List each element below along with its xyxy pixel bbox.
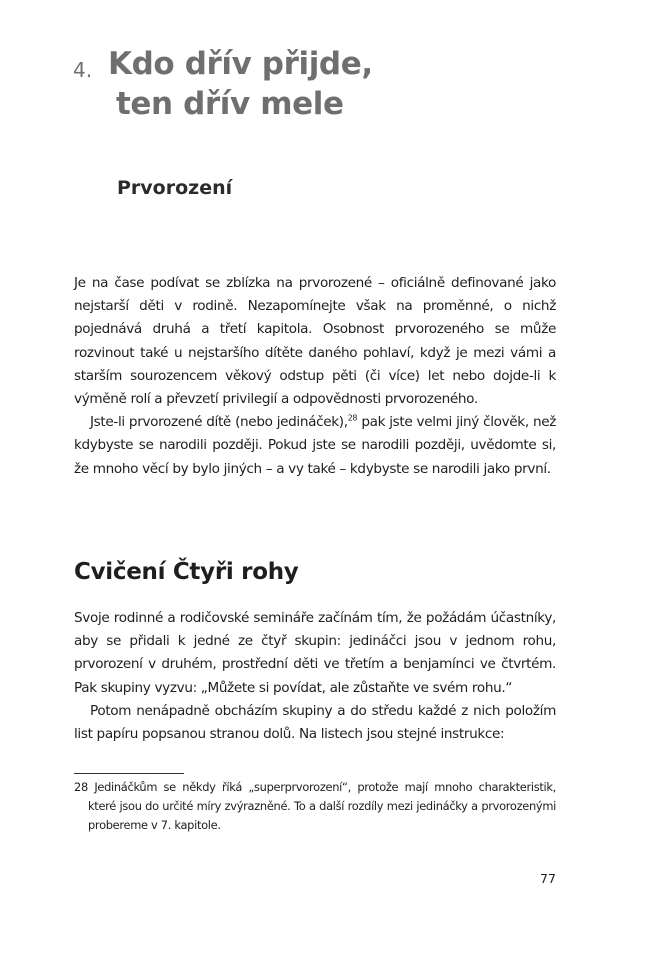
section-title-cviceni: Cvičení Čtyři rohy bbox=[74, 559, 299, 585]
section-1-paragraph-1: Je na čase podívat se zblízka na prvorozené – oficiálně definované jako nejstarší děti v rodině. Nezapomínejte však na proměnné, o nichž pojednává druhá a třetí kapitola. Osobnost prvorozeného se může rozvinout také u nejstaršího dítěte daného pohlaví, když je mezi vámi a starším sourozencem věkový odstup pěti (či více) let nebo dojde-li k výměně rolí a převzetí privilegií a odpovědnosti prvorozeného. bbox=[74, 275, 556, 408]
footnote-divider bbox=[74, 773, 184, 774]
chapter-number: 4. bbox=[73, 58, 93, 82]
paragraph-text: pak jste velmi jiný člověk, než kdybyste se narodili později. Pokud jste se narodili později, uvědomte si, že mnoho věcí by bylo jiných – a vy také – kdybyste se narodili jako první. bbox=[74, 414, 557, 477]
section-2-body bbox=[74, 607, 556, 746]
section-2-paragraph-1: Svoje rodinné a rodičovské semináře začínám tím, že požádám účastníky, aby se přidali k jedné ze čtyř skupin: jedináčci jsou v jednom rohu, prvorození v druhém, prostřední děti ve třetím a benjamínci ve čtvrtém. Pak skupiny vyzvu: „Můžete si povídat, ale zůstaňte ve svém rohu.“ bbox=[74, 610, 556, 696]
chapter-title bbox=[108, 44, 568, 124]
footnote-reference[interactable]: 28 bbox=[347, 413, 358, 423]
paragraph-text: Jste-li prvorozené dítě (nebo jedináček), bbox=[90, 414, 348, 431]
section-title-prvorozeni: Prvorození bbox=[117, 177, 233, 199]
page-number: 77 bbox=[540, 871, 556, 886]
section-2-paragraph-2: Potom nenápadně obcházím skupiny a do středu každé z nich položím list papíru popsanou stranou dolů. Na listech jsou stejné instrukce: bbox=[74, 702, 556, 743]
footnote-text-wrap bbox=[74, 778, 556, 835]
section-1-paragraph-2 bbox=[74, 411, 556, 481]
chapter-title-line-1: Kdo dřív přijde, bbox=[108, 46, 373, 82]
footnote-text: Jedináčkům se někdy říká „superprvorození“, protože mají mnoho charakteristik, které jsou do určité míry zvýrazněné. To a další rozdíly mezi jedináčky a prvorozenými probereme v 7. kapitole. bbox=[88, 780, 557, 832]
footnote bbox=[74, 778, 556, 835]
section-1-body bbox=[74, 272, 556, 481]
chapter-title-line-2: ten dřív mele bbox=[116, 86, 344, 122]
footnote-number: 28 bbox=[74, 780, 88, 794]
